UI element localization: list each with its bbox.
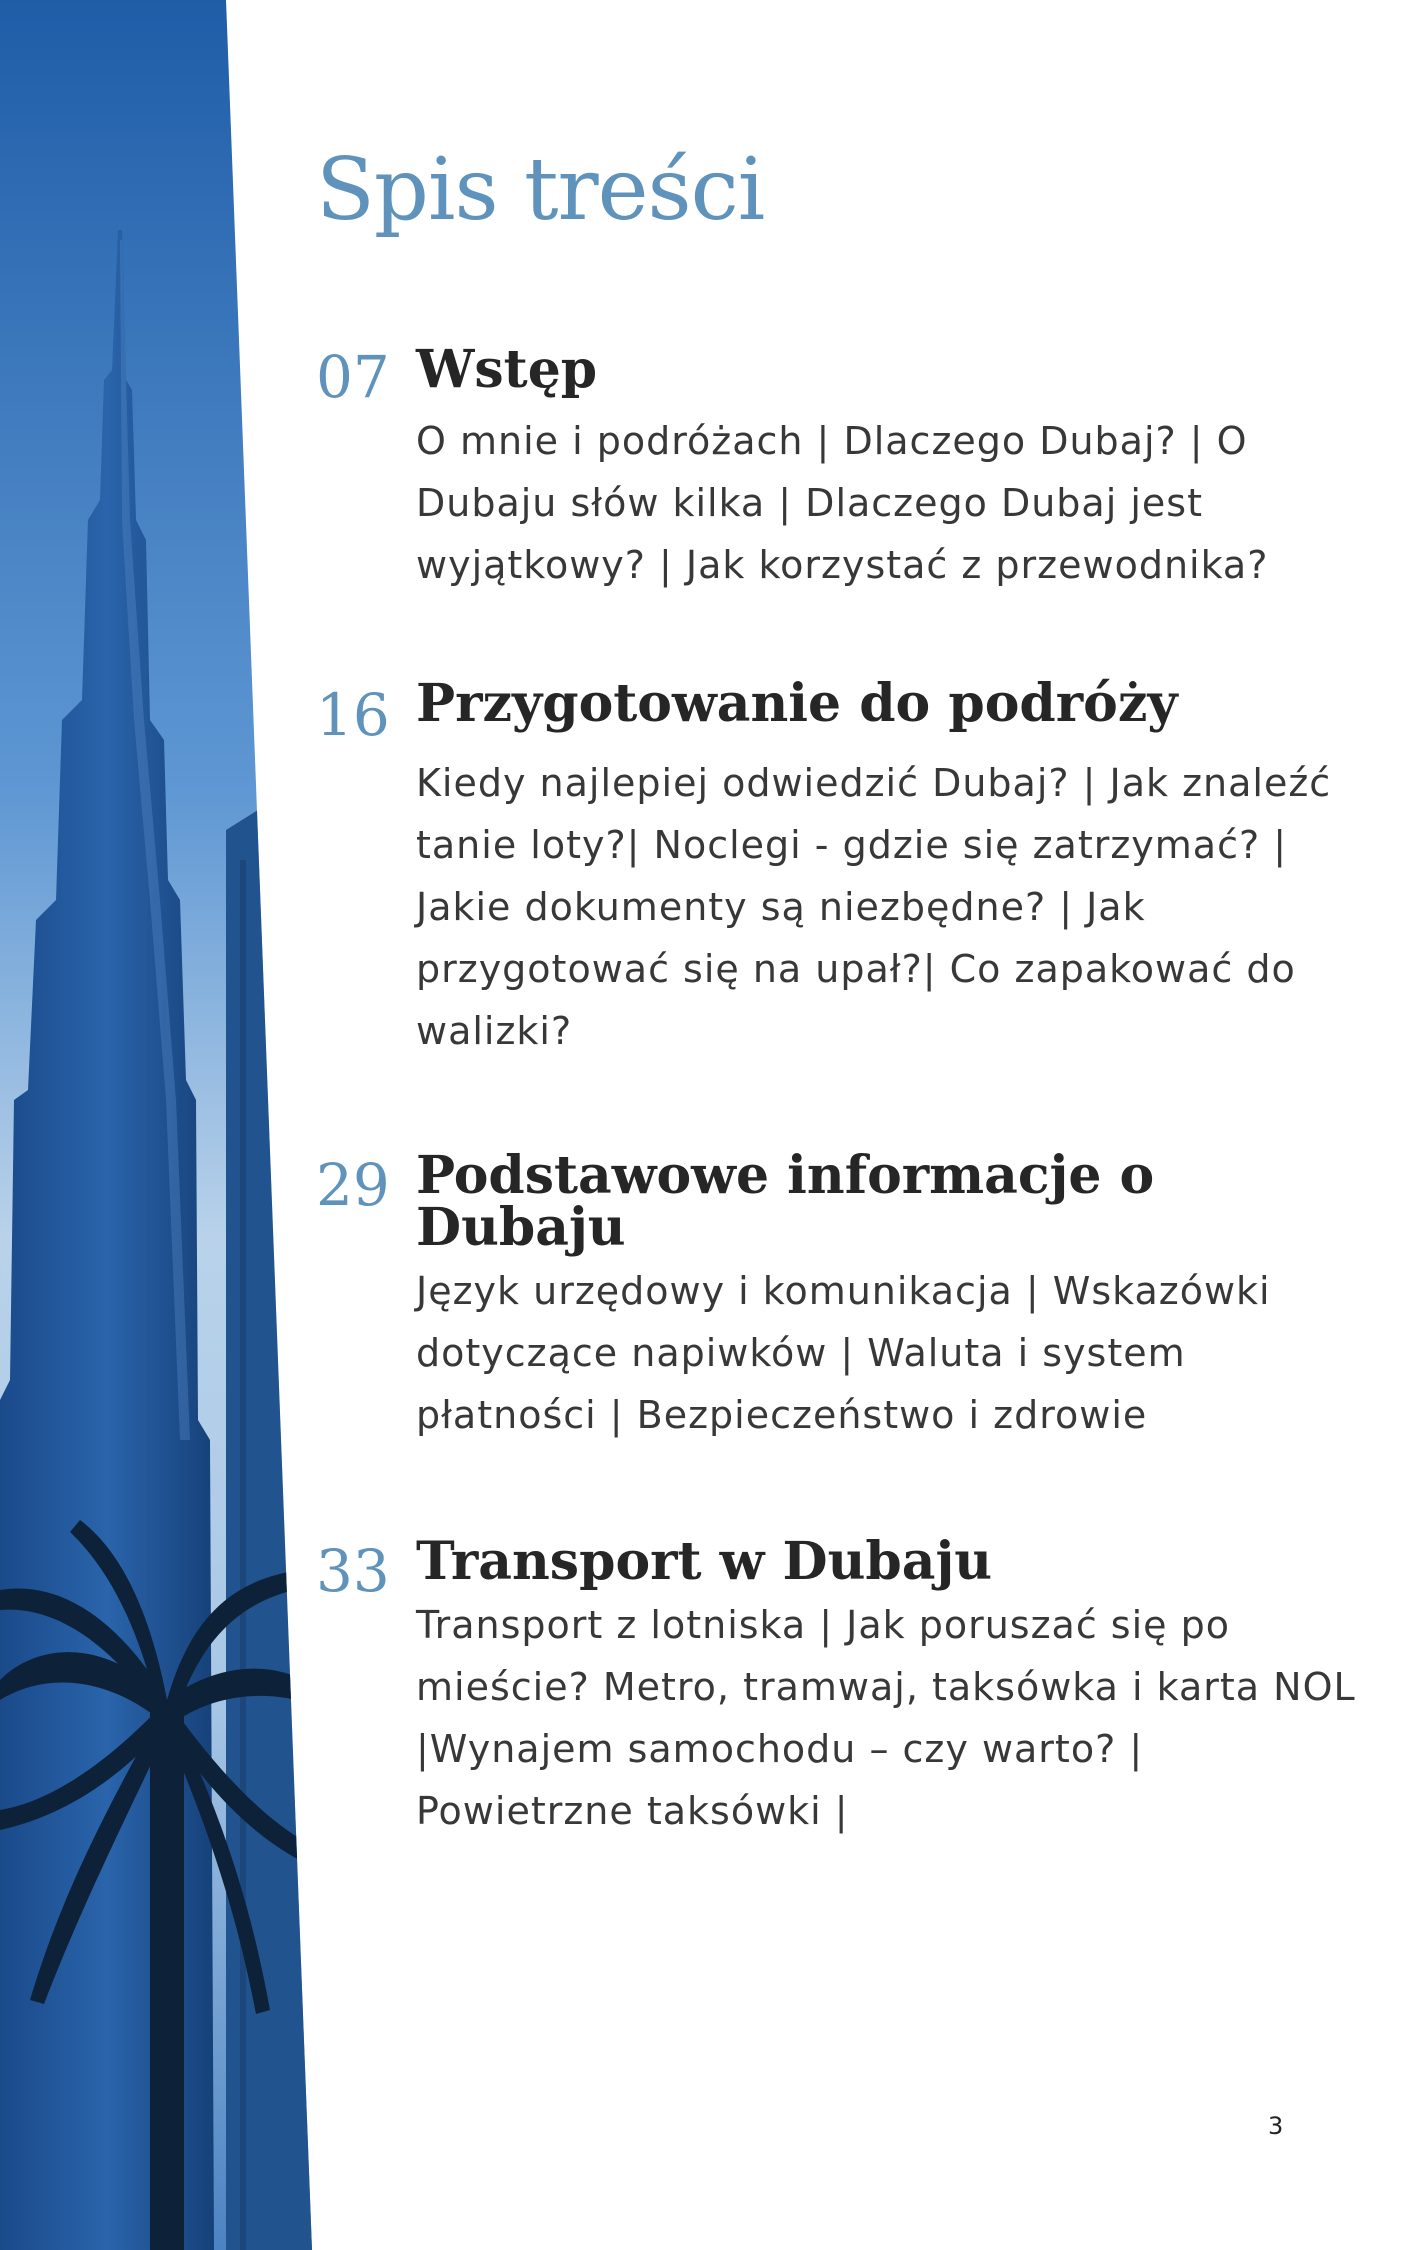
toc-body xyxy=(416,673,1356,1062)
page-number: 3 xyxy=(1268,2112,1284,2140)
page-title: Spis treści xyxy=(316,140,765,240)
toc-page-number: 33 xyxy=(316,1537,390,1605)
toc-body xyxy=(416,1531,1356,1842)
burj-khalifa-photo xyxy=(0,0,320,2250)
toc-heading: Przygotowanie do podróży xyxy=(416,673,1178,734)
toc-page-number: 16 xyxy=(316,681,390,749)
toc-description: O mnie i podróżach | Dlaczego Dubaj? | O Dubaju słów kilka | Dlaczego Dubaj jest wyjątkowy? | Jak korzystać z przewodnika? xyxy=(416,419,1269,587)
toc-body xyxy=(416,1145,1356,1446)
toc-body xyxy=(416,339,1356,596)
toc-page-number: 29 xyxy=(316,1151,390,1219)
toc-heading: Podstawowe informacje o Dubaju xyxy=(416,1145,1155,1258)
toc-description: Transport z lotniska | Jak poruszać się po mieście? Metro, tramwaj, taksówka i karta NOL |Wynajem samochodu – czy warto? | Powietrzne taksówki | xyxy=(416,1603,1356,1833)
toc-description: Język urzędowy i komunikacja | Wskazówki dotyczące napiwków | Waluta i system płatności | Bezpieczeństwo i zdrowie xyxy=(416,1269,1271,1437)
toc-heading: Transport w Dubaju xyxy=(416,1531,993,1592)
toc-description: Kiedy najlepiej odwiedzić Dubaj? | Jak znaleźć tanie loty?| Noclegi - gdzie się zatrzymać? | Jakie dokumenty są niezbędne? | Jak przygotować się na upał?| Co zapakować do walizki? xyxy=(416,761,1332,1053)
toc-heading: Wstęp xyxy=(416,339,598,400)
toc-page-number: 07 xyxy=(316,343,390,411)
